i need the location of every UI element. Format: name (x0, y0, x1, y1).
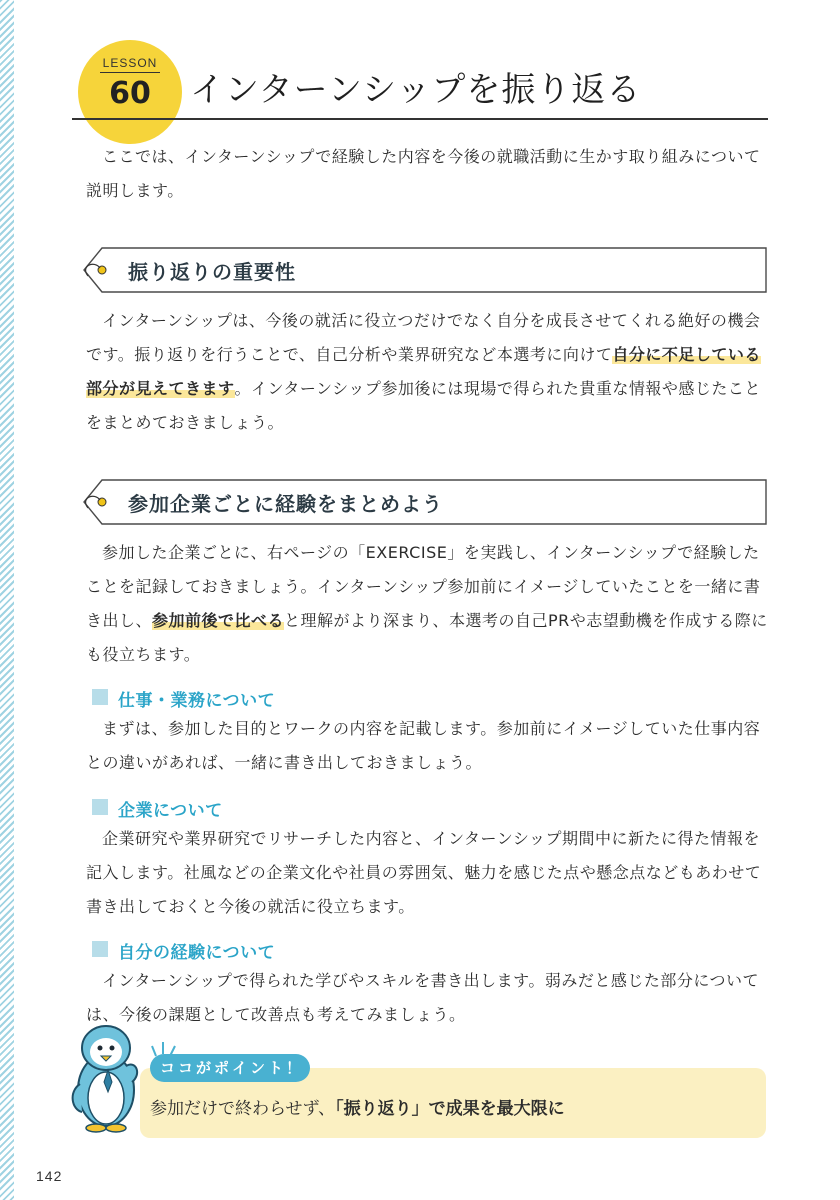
sub1-paragraph (86, 712, 772, 780)
section1-paragraph (86, 304, 772, 440)
sub3-text: インターンシップで得られた学びやスキルを書き出します。弱みだと感じた部分については、今後の課題として改善点も考えてみましょう。 (86, 971, 760, 1024)
page-number: 142 (36, 1168, 63, 1184)
square-bullet-icon (92, 941, 108, 957)
subheading-title: 仕事・業務について (118, 691, 276, 711)
section-title: 振り返りの重要性 (128, 260, 296, 284)
section2-highlight: 参加前後で比べる (152, 611, 285, 630)
square-bullet-icon (92, 799, 108, 815)
sub3-paragraph (86, 964, 772, 1032)
section-heading-summary (80, 478, 768, 526)
section1-highlight: 自分に不足している部分が見えてきます (86, 345, 761, 398)
section1-text: インターンシップは、今後の就活に役立つだけでなく自分を成長させてくれる絶好の機会です。振り返りを行うことで、自己分析や業界研究など本選考に向けて (86, 311, 761, 364)
point-text-bold: 「振り返り」で成果を最大限に (335, 1099, 565, 1119)
penguin-mascot-icon (68, 1020, 144, 1138)
sub1-text: まずは、参加した目的とワークの内容を記載します。参加前にイメージしていた仕事内容との違いがあれば、一緒に書き出しておきましょう。 (86, 719, 761, 772)
point-text (150, 1094, 565, 1119)
section1-text-after: 。インターンシップ参加後には現場で得られた貴重な情報や感じたことをまとめておきましょう。 (86, 379, 761, 432)
intro-text: ここでは、インターンシップで経験した内容を今後の就職活動に生かす取り組みについて説明します。 (86, 147, 761, 200)
section-title: 参加企業ごとに経験をまとめよう (128, 492, 443, 516)
section2-paragraph (86, 536, 772, 672)
intro-paragraph (86, 140, 772, 208)
section2-text: 参加した企業ごとに、右ページの「EXERCISE」を実践し、インターンシップで経験したことを記録しておきましょう。インターンシップ参加前にイメージしていたことを一緒に書き出し、 (86, 543, 761, 630)
square-bullet-icon (92, 689, 108, 705)
section2-text-after: と理解がより深まり、本選考の自己PRや志望動機を作成する際にも役立ちます。 (86, 611, 768, 664)
lesson-badge-rule (100, 72, 160, 73)
point-text-plain: 参加だけで終わらせず、 (150, 1099, 336, 1119)
header-divider (72, 118, 768, 120)
lesson-label: LESSON (102, 56, 158, 70)
page-title: インターンシップを振り返る (190, 70, 642, 110)
sub2-text: 企業研究や業界研究でリサーチした内容と、インターンシップ期間中に新たに得た情報を記入します。社風などの企業文化や社員の雰囲気、魅力を感じた点や懸念点などもあわせて書き出しておくと今後の就活に役立ちます。 (86, 829, 762, 916)
subheading-title: 自分の経験について (118, 943, 276, 963)
sub2-paragraph (86, 822, 772, 924)
decorative-stripe (0, 0, 14, 1200)
section-heading-importance (80, 246, 768, 294)
subheading-title: 企業について (118, 801, 223, 821)
point-label: ココがポイント！ (160, 1059, 305, 1077)
lesson-number: 60 (109, 76, 151, 111)
